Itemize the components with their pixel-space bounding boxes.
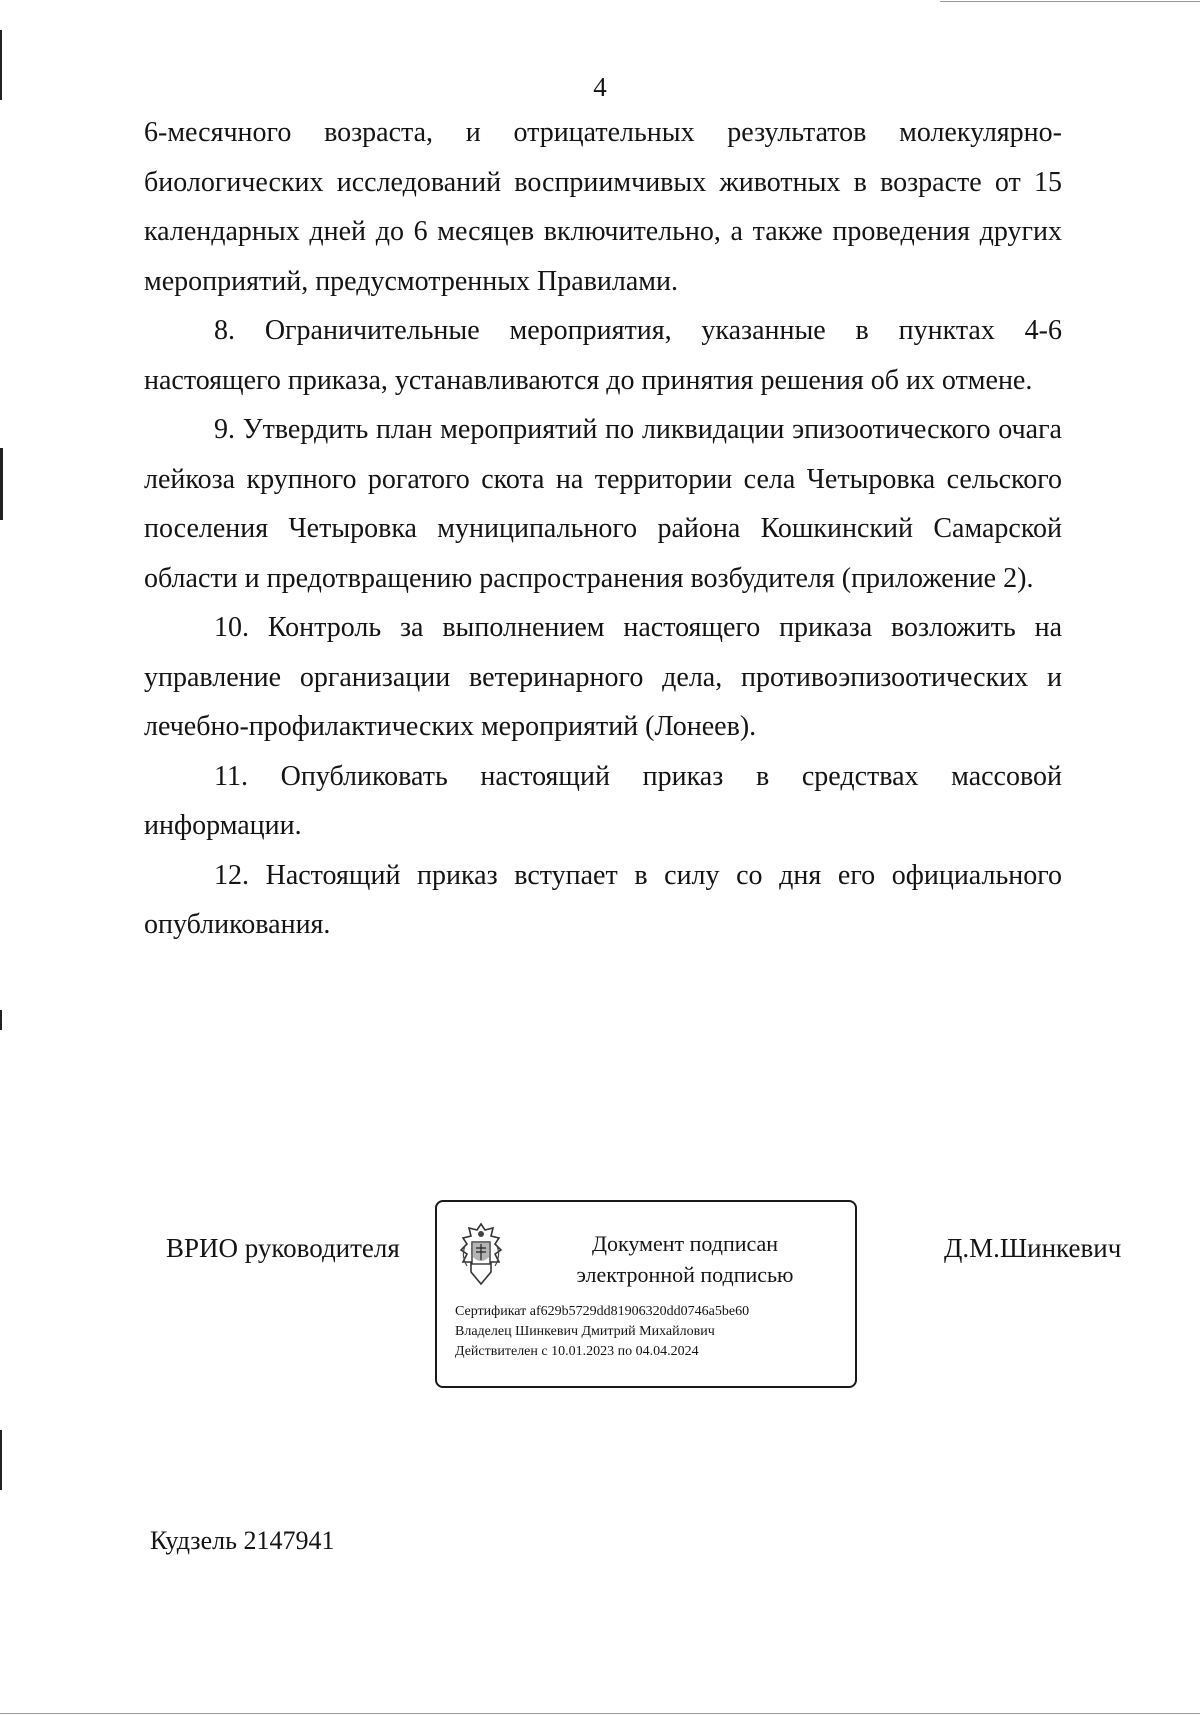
scan-edge-left [0,448,3,520]
paragraph-item-10: 10. Контроль за выполнением настоящего приказа возложить на управление организации ветеринарного дела, противоэпизоотических и лечебно-профилактических мероприятий (Лонеев). [144,612,1062,742]
scan-edge-top [940,1,1200,2]
stamp-heading [537,1228,833,1290]
electronic-signature-stamp [435,1200,857,1388]
paragraph-continuation: 6-месячного возраста, и отрицательных результатов молекулярно-биологических исследований восприимчивых животных в возрасте от 15 календарных дней до 6 месяцев включительно, а также проведения других мероприятий, предусмотренных Правилами. [144,117,1062,297]
coat-of-arms-icon [455,1222,507,1286]
signer-position: ВРИО руководителя [166,1233,400,1263]
document-body [144,108,1062,950]
paragraph-item-8: 8. Ограничительные мероприятия, указанные в пунктах 4-6 настоящего приказа, устанавливаются до принятия решения об их отмене. [144,315,1062,396]
stamp-heading-line2: электронной подписью [576,1262,794,1287]
paragraph-item-12: 12. Настоящий приказ вступает в силу со дня его официального опубликования. [144,859,1062,940]
paragraph-item-9: 9. Утвердить план мероприятий по ликвидации эпизоотического очага лейкоза крупного рогатого скота на территории села Четыровка сельского поселения Четыровка муниципального района Кошкинский Самарской области и предотвращению распространения возбудителя (приложение 2). [144,414,1062,594]
scan-edge-left [0,1010,2,1030]
signer-name: Д.М.Шинкевич [944,1233,1122,1263]
page-number: 4 [593,72,607,102]
stamp-owner: Владелец Шинкевич Дмитрий Михайлович [455,1324,715,1339]
stamp-heading-line1: Документ подписан [591,1231,779,1256]
stamp-certificate: Сертификат af629b5729dd81906320dd0746a5be60 [455,1304,750,1319]
scan-edge-left [0,1430,2,1490]
executor-note: Кудзель 2147941 [150,1526,335,1555]
stamp-details [455,1302,749,1362]
paragraph-item-11: 11. Опубликовать настоящий приказ в средствах массовой информации. [144,760,1062,841]
stamp-validity: Действителен с 10.01.2023 по 04.04.2024 [455,1344,699,1359]
scan-edge-bottom [0,1713,1200,1714]
